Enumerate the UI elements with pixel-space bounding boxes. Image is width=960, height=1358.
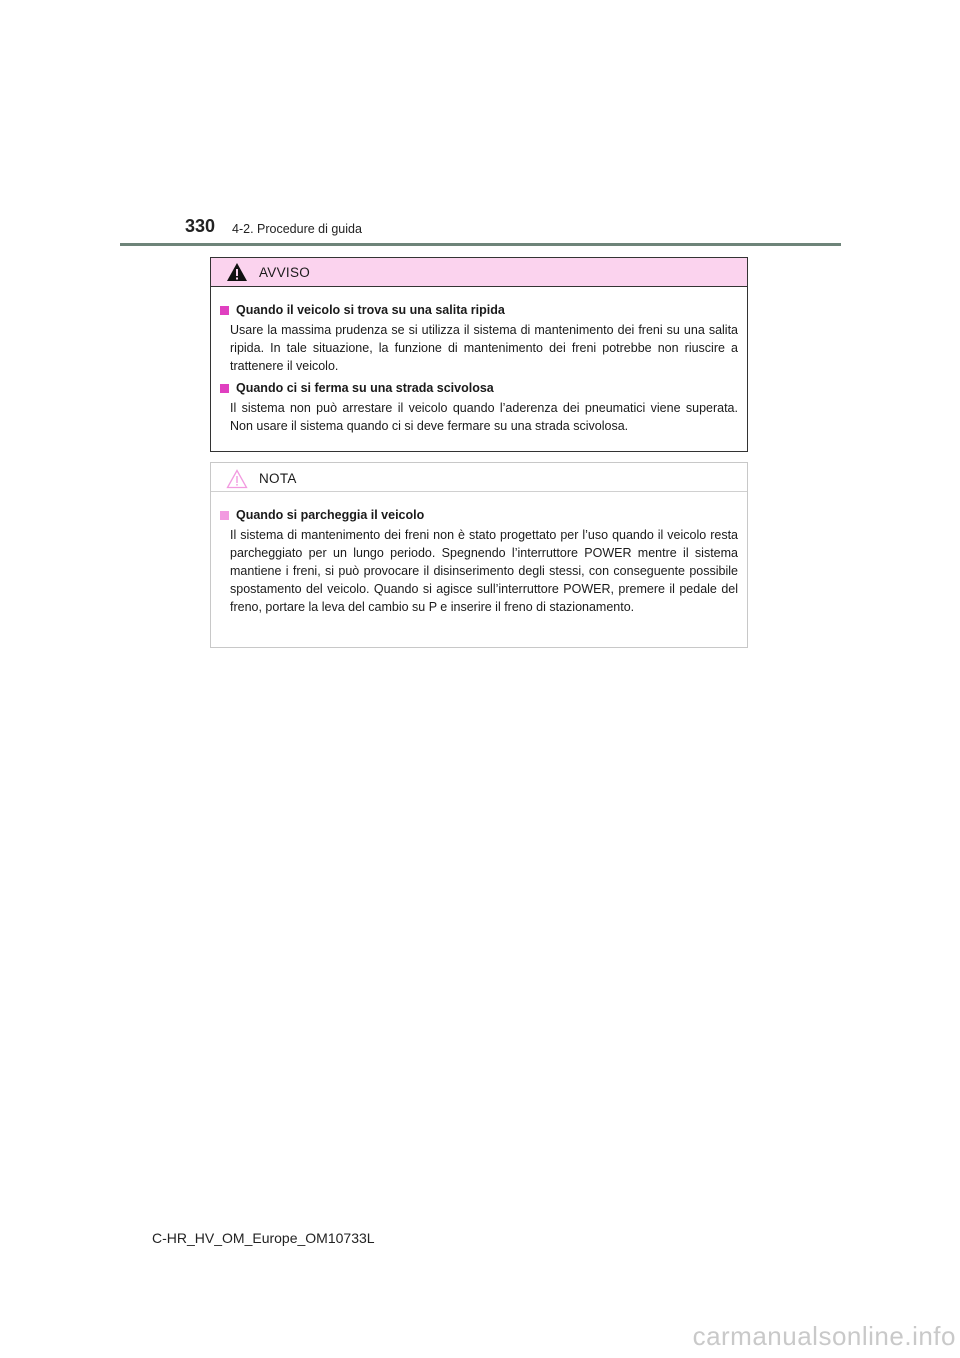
- warning-header: [211, 258, 747, 287]
- notice-header: [211, 463, 747, 492]
- warning-item-text: Il sistema non può arrestare il veicolo quando l’aderenza dei pneumatici viene superata. Non usare il sistema quando ci si deve fermare su una strada scivolosa.: [230, 401, 738, 433]
- warning-item-title: Quando il veicolo si trova su una salita ripida: [220, 301, 738, 319]
- notice-box: [210, 462, 748, 648]
- warning-item-text: Usare la massima prudenza se si utilizza il sistema di mantenimento dei freni su una salita ripida. In tale situazione, la funzione di mantenimento dei freni potrebbe non riuscire a trattenere il veicolo.: [230, 323, 738, 373]
- document-code: C-HR_HV_OM_Europe_OM10733L: [152, 1230, 375, 1246]
- warning-item-title: Quando ci si ferma su una strada scivolosa: [220, 379, 738, 397]
- header-rule: [120, 243, 841, 246]
- section-title: 4-2. Procedure di guida: [232, 222, 362, 236]
- square-bullet-icon: [220, 511, 229, 520]
- square-bullet-icon: [220, 306, 229, 315]
- watermark: carmanualsonline.info: [692, 1321, 956, 1351]
- caution-outline-triangle-icon: [226, 469, 248, 489]
- square-bullet-icon: [220, 384, 229, 393]
- warning-triangle-icon: [226, 262, 248, 282]
- notice-item-text: Il sistema di mantenimento dei freni non è stato progettato per l’uso quando il veicolo resta parcheggiato per un lungo periodo. Spegnendo l’interruttore POWER mentre il sistema mantiene i freni, si può provocare il disinserimento degli stessi, con conseguente possibile spostamento del veicolo. Quando si agisce sull’interruttore POWER, premere il pedale del freno, portare la leva del cambio su P e inserire il freno di stazionamento.: [230, 528, 738, 614]
- warning-box: [210, 257, 748, 452]
- warning-label: AVVISO: [259, 265, 311, 280]
- page-number: 330: [185, 216, 216, 236]
- notice-item-title: Quando si parcheggia il veicolo: [220, 506, 738, 524]
- notice-label: NOTA: [259, 471, 297, 486]
